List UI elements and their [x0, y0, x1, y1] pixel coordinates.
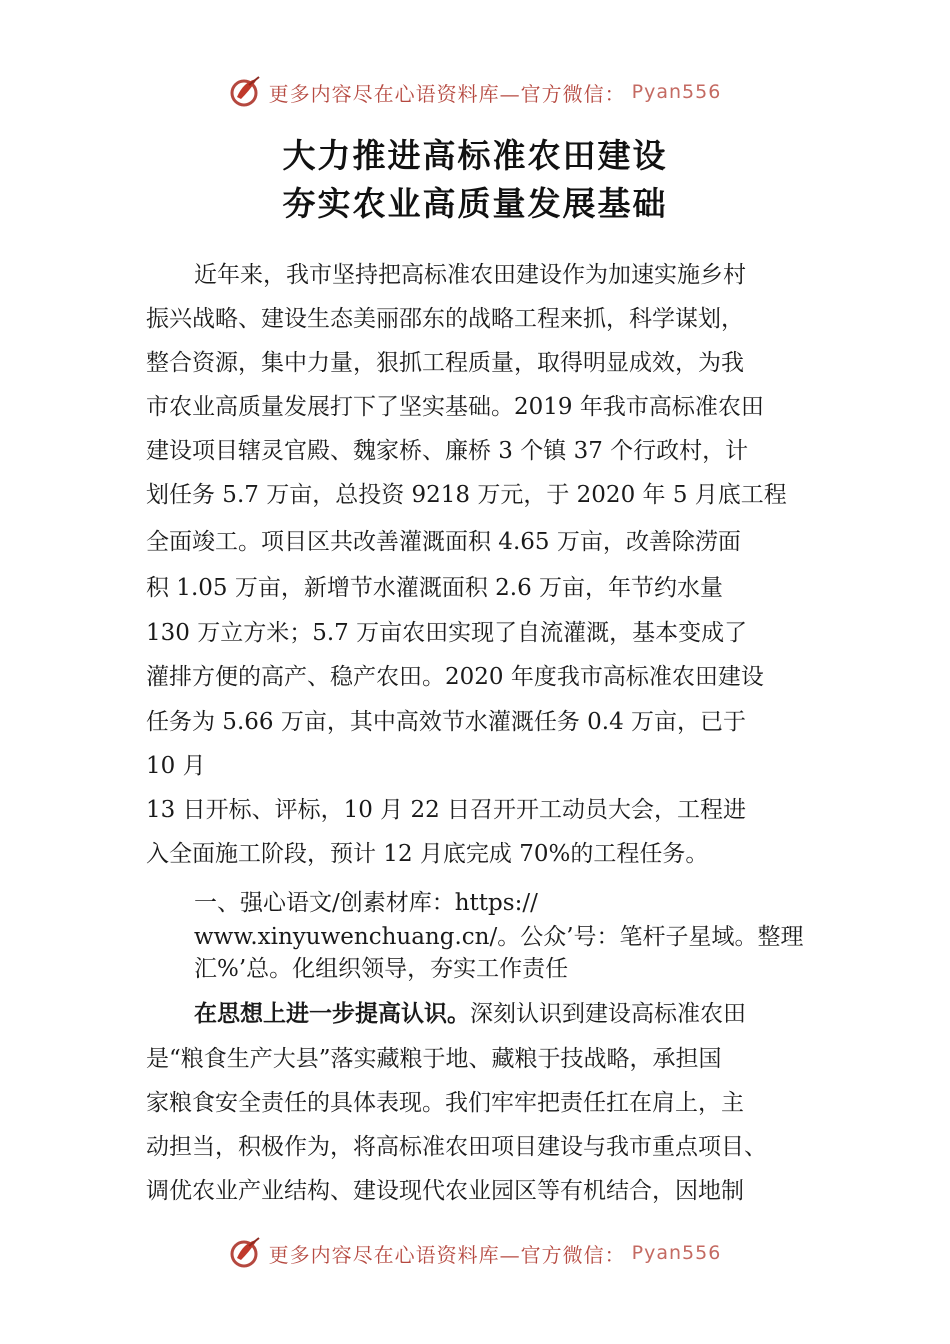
body-line: 调优农业产业结构、建设现代农业园区等有机结合，因地制 — [146, 1178, 744, 1204]
banner-wechat-id: Pyan556 — [631, 1242, 722, 1264]
title-line-2: 夯实农业高质量发展基础 — [282, 184, 668, 223]
body-line: 汇%’总。化组织领导，夯实工作责任 — [194, 956, 569, 982]
body-line: 家粮食安全责任的具体表现。我们牢牢把责任扛在肩上，主 — [146, 1090, 744, 1116]
body-line: www.xinyuwenchuang.cn/。公众’号：笔杆子星域。整理 — [194, 924, 804, 950]
header-watermark-banner — [0, 72, 950, 112]
body-line: 振兴战略、建设生态美丽邵东的战略工程来抓，科学谋划， — [146, 306, 744, 332]
body-line: 积 1.05 万亩，新增节水灌溉面积 2.6 万亩，年节约水量 — [146, 575, 724, 601]
body-line: 市农业高质量发展打下了坚实基础。2019 年我市高标准农田 — [146, 394, 764, 420]
title-line-1: 大力推进高标准农田建设 — [282, 136, 668, 175]
body-line: 建设项目辖灵官殿、魏家桥、廉桥 3 个镇 37 个行政村，计 — [146, 438, 749, 464]
banner-text: 更多内容尽在心语资料库—官方微信： — [268, 1242, 626, 1267]
body-line: 全面竣工。项目区共改善灌溉面积 4.65 万亩，改善除涝面 — [146, 529, 741, 555]
body-line: 一、强心语文/创素材库：https:// — [194, 890, 538, 916]
section-line — [194, 995, 746, 1028]
body-line: 10 月 — [146, 753, 206, 779]
body-line: 整合资源，集中力量，狠抓工程质量，取得明显成效，为我 — [146, 350, 744, 376]
body-line: 入全面施工阶段，预计 12 月底完成 70%的工程任务。 — [146, 841, 709, 867]
body-line: 13 日开标、评标，10 月 22 日召开开工动员大会，工程进 — [146, 797, 747, 823]
body-line: 动担当，积极作为，将高标准农田项目建设与我市重点项目、 — [146, 1134, 767, 1160]
section-heading-bold: 在思想上进一步提高认识。 — [194, 1001, 470, 1027]
body-line: 是“粮食生产大县”落实藏粮于地、藏粮于技战略，承担国 — [146, 1046, 722, 1072]
body-line: 灌排方便的高产、稳产农田。2020 年度我市高标准农田建设 — [146, 664, 764, 690]
body-line: 130 万立方米；5.7 万亩农田实现了自流灌溉，基本变成了 — [146, 620, 748, 646]
body-line: 任务为 5.66 万亩，其中高效节水灌溉任务 0.4 万亩，已于 — [146, 709, 747, 735]
logo-icon — [229, 1236, 263, 1270]
section-heading-rest: 深刻认识到建设高标准农田 — [470, 1001, 746, 1027]
banner-text: 更多内容尽在心语资料库—官方微信： — [268, 81, 626, 106]
footer-watermark-banner — [0, 1233, 950, 1273]
body-line: 划任务 5.7 万亩，总投资 9218 万元，于 2020 年 5 月底工程 — [146, 482, 787, 508]
banner-wechat-id: Pyan556 — [631, 81, 722, 103]
body-line: 近年来，我市坚持把高标准农田建设作为加速实施乡村 — [194, 262, 746, 288]
logo-icon — [229, 75, 263, 109]
